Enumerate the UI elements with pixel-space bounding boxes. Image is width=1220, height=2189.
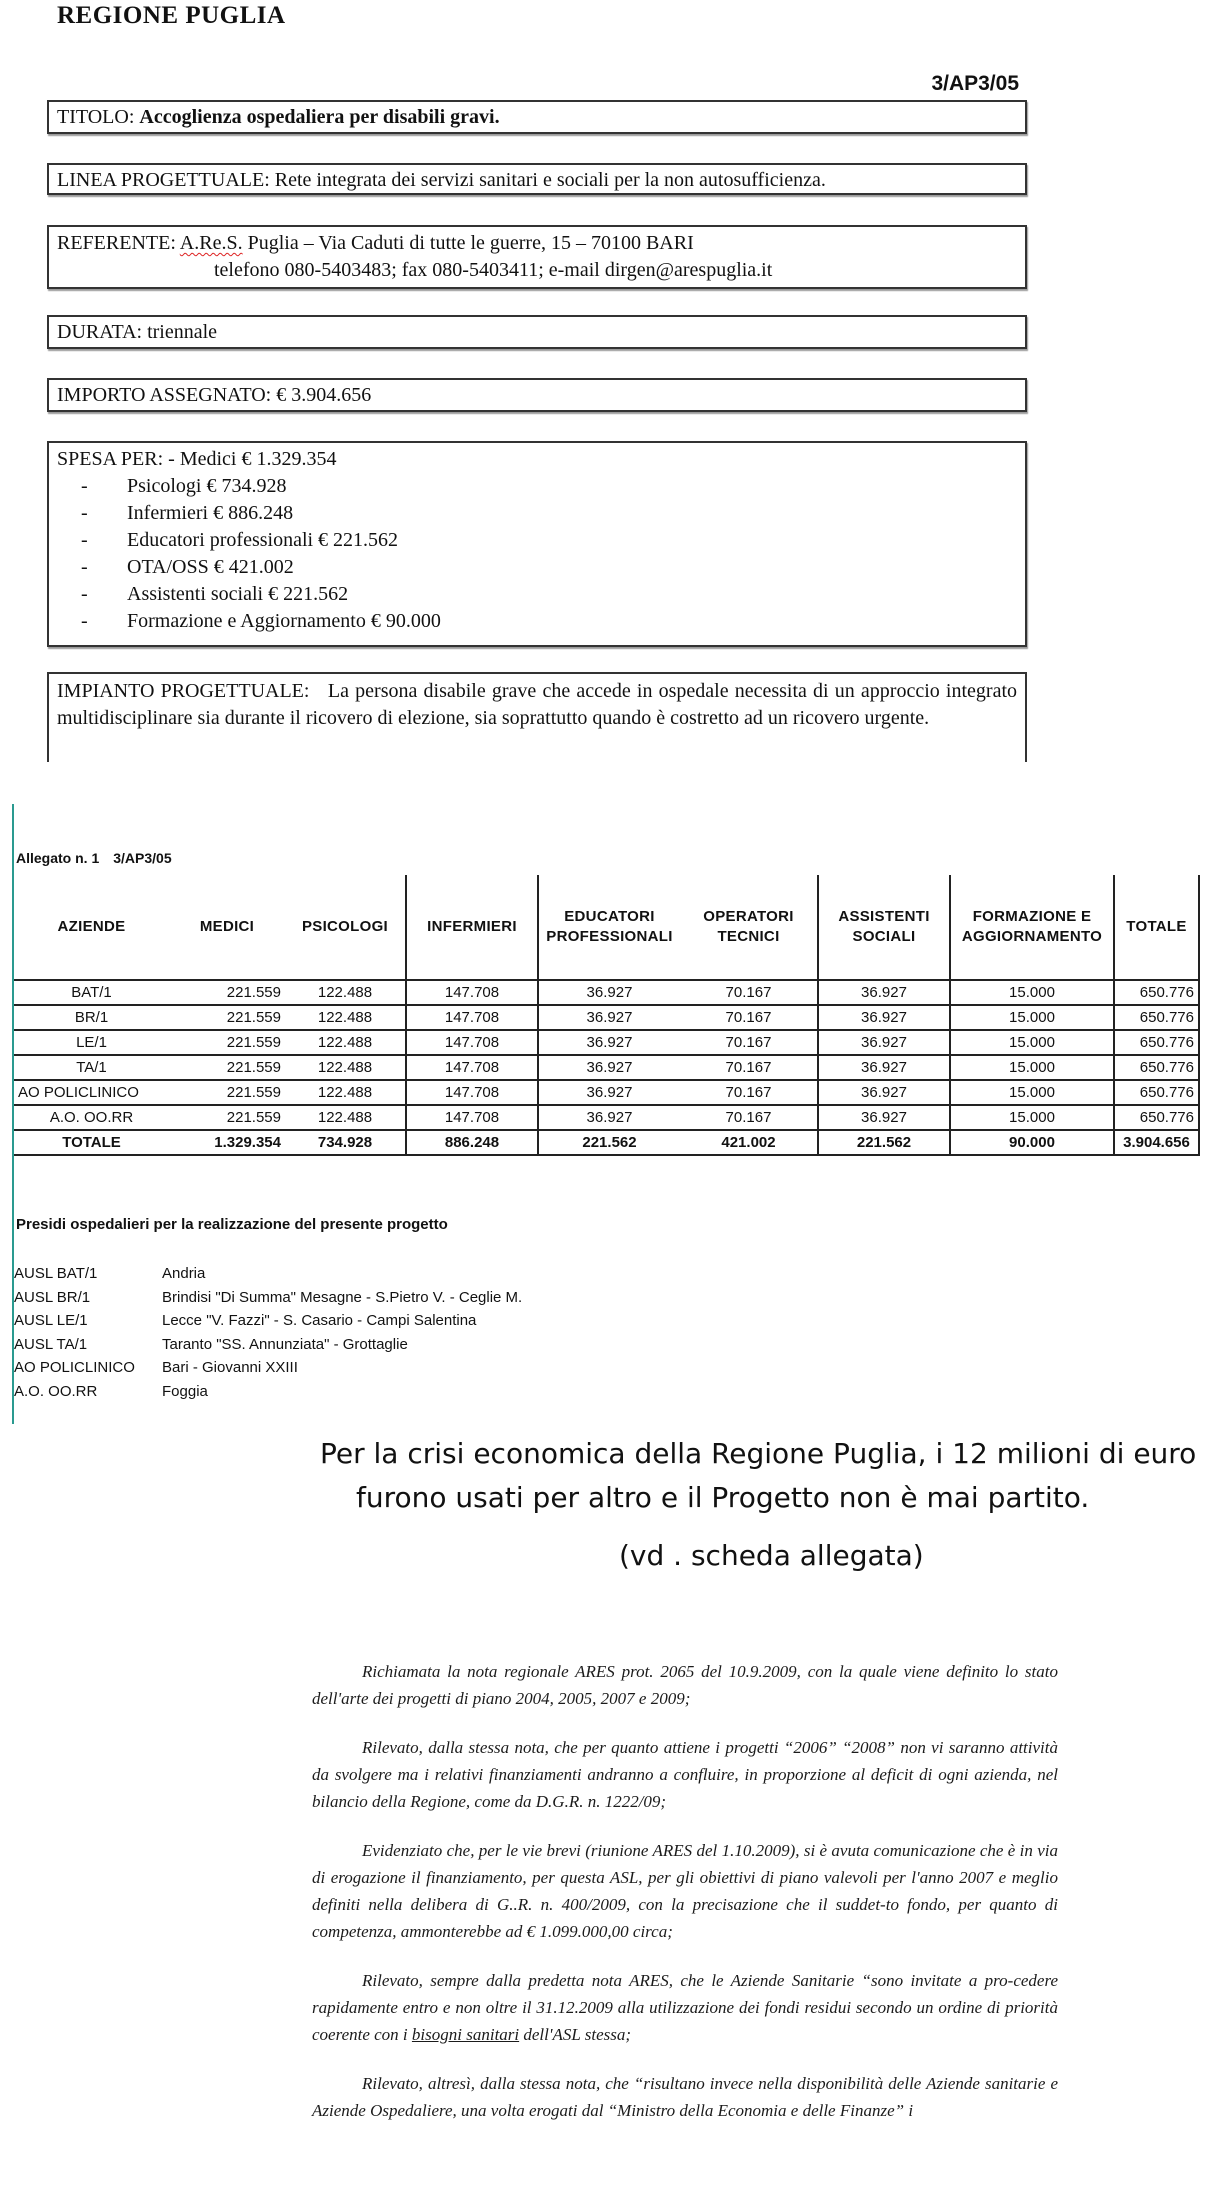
col-header-aziende: AZIENDE xyxy=(57,918,126,935)
allegato-title xyxy=(16,850,172,866)
header-line: AGGIORNAMENTO xyxy=(961,928,1103,945)
importo-value: € 3.904.656 xyxy=(276,384,372,406)
titolo-box xyxy=(47,100,1027,134)
cell-operatori: 70.167 xyxy=(680,1030,818,1055)
allegato-label: Allegato n. 1 xyxy=(16,850,100,866)
bullet-dash: - xyxy=(81,475,88,497)
cell-formazione: 15.000 xyxy=(950,1080,1114,1105)
col-header-medici: MEDICI xyxy=(199,918,255,935)
importo-box xyxy=(47,378,1027,412)
col-header-assistenti xyxy=(818,875,950,980)
referente-box xyxy=(47,225,1027,289)
allegato-table xyxy=(14,875,1200,1156)
linea-value: Rete integrata dei servizi sanitari e sociali per la non autosufficienza. xyxy=(274,169,826,191)
cell-totale: 650.776 xyxy=(1114,1030,1199,1055)
impianto-progettuale-box xyxy=(47,672,1027,762)
cell-totale: 650.776 xyxy=(1114,1080,1199,1105)
spesa-first-line xyxy=(57,446,1017,473)
cell-totale: 650.776 xyxy=(1114,1005,1199,1030)
cell-medici: 221.559 xyxy=(169,1105,285,1130)
col-header-infermieri: INFERMIERI xyxy=(406,875,538,980)
note-line-1: Per la crisi economica della Regione Puglia, i 12 milioni di euro xyxy=(320,1437,1197,1470)
cell-infermieri: 147.708 xyxy=(406,1080,538,1105)
cell-formazione: 15.000 xyxy=(950,1030,1114,1055)
cell-azienda: A.O. OO.RR xyxy=(14,1105,169,1130)
presidio-azienda: A.O. OO.RR xyxy=(14,1382,98,1400)
presidio-azienda: AO POLICLINICO xyxy=(14,1359,135,1376)
spesa-item-text: Psicologi € 734.928 xyxy=(127,475,287,497)
excerpt-paragraph: Richiamata la nota regionale ARES prot. 2065 del 10.9.2009, con la quale viene definito lo stato dell'arte dei progetti di piano 2004, 2005, 2007 e 2009; xyxy=(312,1662,1058,1708)
table-row xyxy=(14,1005,1199,1030)
cell-infermieri: 147.708 xyxy=(406,980,538,1005)
table-row xyxy=(14,1080,1199,1105)
spesa-item xyxy=(57,527,1017,554)
list-item xyxy=(14,1356,522,1380)
cell-totale: 650.776 xyxy=(1114,1055,1199,1080)
cell-medici: 1.329.354 xyxy=(169,1130,285,1155)
table-total-row xyxy=(14,1130,1199,1155)
referente-contacts: telefono 080-5403483; fax 080-5403411; e-mail dirgen@arespuglia.it xyxy=(214,259,773,281)
cell-operatori: 70.167 xyxy=(680,1080,818,1105)
bullet-dash: - xyxy=(81,583,88,605)
bullet-dash: - xyxy=(81,502,88,524)
col-header-psicologi: PSICOLOGI xyxy=(301,918,389,935)
bullet-dash: - xyxy=(81,529,88,551)
cell-infermieri: 886.248 xyxy=(406,1130,538,1155)
cell-medici: 221.559 xyxy=(169,980,285,1005)
cell-azienda: BR/1 xyxy=(14,1005,169,1030)
cell-assistenti: 36.927 xyxy=(818,1005,950,1030)
presidio-azienda: AUSL TA/1 xyxy=(14,1335,88,1353)
importo-label: IMPORTO ASSEGNATO: xyxy=(57,384,272,406)
list-item xyxy=(14,1380,522,1404)
cell-formazione: 90.000 xyxy=(950,1130,1114,1155)
presidi-list xyxy=(14,1262,522,1403)
titolo-value: Accoglienza ospedaliera per disabili gravi. xyxy=(139,106,500,128)
spesa-item-text: Assistenti sociali € 221.562 xyxy=(127,583,349,605)
excerpt-text: Rilevato, sempre dalla predetta nota ARES, che le Aziende Sanitarie “sono invitate a pro-cedere rapidamente entro e non oltre il 31.12.2009 alla utilizzazione dei fondi residui secondo un ordine di priorità coerente con i xyxy=(312,1971,1058,2044)
excerpt-paragraph: Evidenziato che, per le vie brevi (riunione ARES del 1.10.2009), si è avuta comunicazione che è in via di erogazione il finanziamento, per questa ASL, per gli obiettivi di piano valevoli per l'anno 2007 e meglio definiti nella delibera di G..R. n. 400/2009, con la precisazione che il suddet-to fondo, per quanto di competenza, ammonterebbe ad € 1.099.000,00 circa; xyxy=(312,1841,1058,1941)
spesa-medici: - Medici € 1.329.354 xyxy=(168,448,337,470)
cell-psicologi: 122.488 xyxy=(285,1005,406,1030)
cell-azienda: TA/1 xyxy=(14,1055,169,1080)
spesa-item-text: OTA/OSS € 421.002 xyxy=(127,556,294,578)
cell-infermieri: 147.708 xyxy=(406,1105,538,1130)
impianto-label: IMPIANTO PROGETTUALE: xyxy=(57,680,310,702)
note-line-2: furono usati per altro e il Progetto non è mai partito. xyxy=(356,1481,1090,1514)
col-header-totale: TOTALE xyxy=(1114,875,1199,980)
cell-psicologi: 122.488 xyxy=(285,980,406,1005)
spesa-item xyxy=(57,608,1017,635)
cell-operatori: 70.167 xyxy=(680,980,818,1005)
cell-psicologi: 122.488 xyxy=(285,1055,406,1080)
header-line: SOCIALI xyxy=(852,928,916,945)
cell-psicologi: 122.488 xyxy=(285,1030,406,1055)
cell-infermieri: 147.708 xyxy=(406,1055,538,1080)
cell-azienda: TOTALE xyxy=(14,1130,169,1155)
cell-azienda: AO POLICLINICO xyxy=(14,1080,169,1105)
excerpt-text: dell'ASL stessa; xyxy=(519,2025,632,2044)
presidio-sedi: Brindisi "Di Summa" Mesagne - S.Pietro V. - Ceglie M. xyxy=(162,1288,523,1306)
impianto-text: La persona disabile grave che accede in ospedale necessita di un approccio integrato multidisciplinare sia durante il ricovero di elezione, sia soprattutto quando è costretto ad un ricovero urgente. xyxy=(57,680,1018,729)
excerpt-underlined-text: bisogni sanitari xyxy=(411,2025,520,2044)
referente-line-1 xyxy=(57,230,1017,257)
col-header-formazione xyxy=(950,875,1114,980)
linea-progettuale-box xyxy=(47,163,1027,195)
list-item xyxy=(14,1333,522,1357)
presidio-sedi: Lecce "V. Fazzi" - S. Casario - Campi Salentina xyxy=(162,1312,477,1329)
list-item xyxy=(14,1309,522,1333)
allegato-code: 3/AP3/05 xyxy=(113,850,172,866)
spesa-item xyxy=(57,554,1017,581)
presidio-sedi: Bari - Giovanni XXIII xyxy=(162,1359,298,1376)
table-row xyxy=(14,1055,1199,1080)
presidio-sedi: Taranto "SS. Annunziata" - Grottaglie xyxy=(162,1335,408,1353)
cell-operatori: 70.167 xyxy=(680,1105,818,1130)
col-header-operatori xyxy=(680,875,818,980)
org-title: REGIONE PUGLIA xyxy=(57,2,286,29)
spesa-box xyxy=(47,441,1027,647)
list-item xyxy=(14,1262,522,1286)
presidio-sedi: Andria xyxy=(162,1265,206,1282)
deliberation-excerpt xyxy=(312,1658,1058,2146)
cell-assistenti: 221.562 xyxy=(818,1130,950,1155)
excerpt-paragraph xyxy=(312,1967,1058,2048)
spesa-item xyxy=(57,581,1017,608)
bullet-dash: - xyxy=(81,556,88,578)
cell-assistenti: 36.927 xyxy=(818,1030,950,1055)
cell-educatori: 221.562 xyxy=(538,1130,680,1155)
excerpt-paragraph: Rilevato, altresì, dalla stessa nota, che “risultano invece nella disponibilità delle Aziende sanitarie e Aziende Ospedaliere, una volta erogati dal “Ministro della Economia e delle Finanze” i xyxy=(312,2074,1058,2120)
spesa-label: SPESA PER: xyxy=(57,448,164,470)
cell-operatori: 70.167 xyxy=(680,1055,818,1080)
cell-assistenti: 36.927 xyxy=(818,1105,950,1130)
cell-azienda: LE/1 xyxy=(14,1030,169,1055)
spesa-item-text: Infermieri € 886.248 xyxy=(127,502,294,524)
spesa-item-text: Educatori professionali € 221.562 xyxy=(127,529,399,551)
list-item xyxy=(14,1286,522,1310)
cell-assistenti: 36.927 xyxy=(818,980,950,1005)
cell-educatori: 36.927 xyxy=(538,980,680,1005)
cell-psicologi: 122.488 xyxy=(285,1080,406,1105)
durata-box xyxy=(47,315,1027,349)
note-reference: (vd . scheda allegata) xyxy=(619,1539,924,1572)
spesa-item xyxy=(57,473,1017,500)
cell-formazione: 15.000 xyxy=(950,980,1114,1005)
table-row xyxy=(14,1030,1199,1055)
spesa-item xyxy=(57,500,1017,527)
cell-medici: 221.559 xyxy=(169,1080,285,1105)
cell-operatori: 70.167 xyxy=(680,1005,818,1030)
cell-psicologi: 734.928 xyxy=(285,1130,406,1155)
cell-psicologi: 122.488 xyxy=(285,1105,406,1130)
referente-label: REFERENTE: xyxy=(57,232,176,254)
linea-label: LINEA PROGETTUALE: xyxy=(57,169,270,191)
cell-formazione: 15.000 xyxy=(950,1055,1114,1080)
referente-address: Puglia – Via Caduti di tutte le guerre, 15 – 70100 BARI xyxy=(247,232,694,254)
cell-medici: 221.559 xyxy=(169,1055,285,1080)
cell-educatori: 36.927 xyxy=(538,1030,680,1055)
cell-infermieri: 147.708 xyxy=(406,1005,538,1030)
titolo-label: TITOLO: xyxy=(57,106,135,128)
header-line: FORMAZIONE E xyxy=(972,908,1092,925)
presidio-azienda: AUSL BAT/1 xyxy=(14,1265,98,1282)
header-line: EDUCATORI xyxy=(564,908,655,925)
header-line: PROFESSIONALI xyxy=(546,928,673,945)
col-header-educatori xyxy=(538,875,680,980)
cell-totale: 650.776 xyxy=(1114,980,1199,1005)
cell-educatori: 36.927 xyxy=(538,1105,680,1130)
presidio-sedi: Foggia xyxy=(162,1382,208,1400)
cell-assistenti: 36.927 xyxy=(818,1080,950,1105)
cell-formazione: 15.000 xyxy=(950,1005,1114,1030)
cell-medici: 221.559 xyxy=(169,1030,285,1055)
cell-medici: 221.559 xyxy=(169,1005,285,1030)
durata-value: triennale xyxy=(147,321,218,343)
cell-educatori: 36.927 xyxy=(538,1055,680,1080)
cell-totale: 3.904.656 xyxy=(1114,1130,1199,1155)
header-line: ASSISTENTI xyxy=(838,908,930,925)
cell-educatori: 36.927 xyxy=(538,1080,680,1105)
cell-formazione: 15.000 xyxy=(950,1105,1114,1130)
bullet-dash: - xyxy=(81,610,88,632)
header-line: OPERATORI xyxy=(703,908,794,925)
cell-assistenti: 36.927 xyxy=(818,1055,950,1080)
table-row xyxy=(14,980,1199,1005)
header-line: TECNICI xyxy=(717,928,780,945)
referente-org: A.Re.S. xyxy=(179,232,243,254)
durata-label: DURATA: xyxy=(57,321,143,343)
document-code: 3/AP3/05 xyxy=(931,72,1019,95)
excerpt-paragraph: Rilevato, dalla stessa nota, che per quanto attiene i progetti “2006” “2008” non vi saranno attività da svolgere ma i relativi finanziamenti andranno a confluire, in proporzione al deficit di ogni azienda, nel bilancio della Regione, come da D.G.R. n. 1222/09; xyxy=(312,1738,1058,1811)
cell-educatori: 36.927 xyxy=(538,1005,680,1030)
presidi-title: Presidi ospedalieri per la realizzazione del presente progetto xyxy=(16,1216,448,1233)
cell-operatori: 421.002 xyxy=(680,1130,818,1155)
presidio-azienda: AUSL LE/1 xyxy=(14,1312,88,1329)
spesa-item-text: Formazione e Aggiornamento € 90.000 xyxy=(127,610,441,632)
cell-infermieri: 147.708 xyxy=(406,1030,538,1055)
table-header-row xyxy=(14,875,1199,980)
cell-totale: 650.776 xyxy=(1114,1105,1199,1130)
table-row xyxy=(14,1105,1199,1130)
presidio-azienda: AUSL BR/1 xyxy=(14,1288,91,1306)
cell-azienda: BAT/1 xyxy=(14,980,169,1005)
commentary-note xyxy=(280,1432,1220,1578)
